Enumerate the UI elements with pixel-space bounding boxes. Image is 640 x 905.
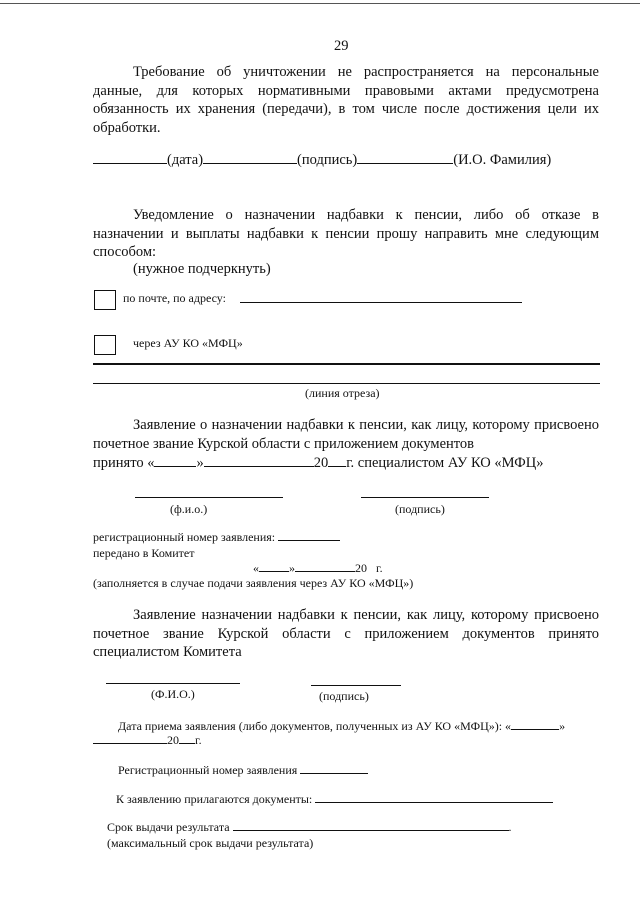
date-label: (дата) — [167, 152, 204, 168]
checkbox-post[interactable] — [94, 290, 116, 310]
address-blank[interactable] — [240, 302, 522, 303]
top-border-line — [0, 3, 640, 4]
cut-line-thick — [93, 363, 600, 365]
term-label: Срок выдачи результата — [107, 820, 230, 834]
signature-blank[interactable] — [203, 150, 297, 164]
transfer-month-blank[interactable] — [295, 561, 355, 572]
date-blank[interactable] — [93, 150, 167, 164]
signature-label-2: (подпись) — [395, 502, 445, 516]
registration-row — [93, 530, 340, 545]
accepted-prefix: принято « — [93, 455, 155, 471]
receipt-quote-close: » — [559, 719, 566, 733]
year-prefix: 20 — [313, 455, 329, 471]
signature-blank-2[interactable] — [361, 497, 489, 498]
receipt-date-row — [118, 719, 565, 734]
fio-blank[interactable] — [135, 497, 283, 498]
receipt-date-label: Дата приема заявления (либо документов, полученных из АУ КО «МФЦ»): « — [118, 719, 512, 733]
name-blank[interactable] — [357, 150, 453, 164]
paragraph-notification-method: Уведомление о назначении надбавки к пенсии, либо об отказе в назначении и выплаты надбавки к пенсии прошу направить мне следующим способом: — [93, 207, 599, 260]
registration-row-2 — [118, 763, 368, 778]
term-blank[interactable] — [233, 820, 509, 831]
cut-line-label: (линия отреза) — [305, 386, 380, 400]
receipt-month-blank[interactable] — [93, 733, 167, 744]
month-blank[interactable] — [204, 453, 314, 467]
term-row — [107, 820, 512, 835]
fio-blank-3[interactable] — [106, 683, 240, 684]
transfer-g: г. — [376, 561, 383, 575]
receipt-g: г. — [195, 733, 202, 747]
transfer-year: 20 — [355, 561, 367, 575]
receipt-year: 20 — [167, 733, 179, 747]
fill-note: (заполняется в случае подачи заявления через АУ КО «МФЦ») — [93, 576, 414, 590]
transfer-date-row — [253, 561, 383, 576]
signature-label-3: (подпись) — [319, 689, 369, 703]
cut-line-thin — [93, 383, 600, 384]
page-number: 29 — [334, 38, 349, 54]
option-mfc-label: через АУ КО «МФЦ» — [133, 336, 243, 350]
receipt-year-row — [93, 733, 202, 748]
fio-label: (ф.и.о.) — [170, 502, 208, 516]
signature-label: (подпись) — [297, 152, 358, 168]
transfer-quote-close: » — [289, 561, 295, 575]
registration-label-2: Регистрационный номер заявления — [118, 763, 298, 777]
transferred-label: передано в Комитет — [93, 546, 195, 560]
term-dot: . — [508, 820, 512, 834]
attached-label: К заявлению прилагаются документы: — [116, 792, 313, 806]
accepted-date-row — [93, 453, 544, 472]
transfer-day-blank[interactable] — [259, 561, 289, 572]
attached-blank[interactable] — [315, 792, 553, 803]
choose-note: (нужное подчеркнуть) — [133, 261, 271, 277]
name-label: (И.О. Фамилия) — [453, 152, 552, 168]
registration-blank[interactable] — [278, 530, 340, 541]
receipt-year-blank[interactable] — [179, 733, 195, 744]
day-blank[interactable] — [154, 453, 196, 467]
year-blank[interactable] — [328, 453, 346, 467]
option-post-label: по почте, по адресу: — [123, 291, 226, 305]
attached-row — [116, 792, 553, 807]
paragraph-destruction-requirement: Требование об уничтожении не распространяется на персональные данные, для которых нормативными правовыми актами предусмотрена обязанность их хранения (передачи), в том числе после достижения цели их обработки. — [93, 64, 599, 136]
paragraph-mfc-accepted: Заявление о назначении надбавки к пенсии, как лицу, которому присвоено почетное звание Курской области с приложением документов — [93, 417, 599, 452]
accepted-suffix: г. специалистом АУ КО «МФЦ» — [346, 455, 544, 471]
registration-label: регистрационный номер заявления: — [93, 530, 276, 544]
paragraph-committee-accepted: Заявление назначении надбавки к пенсии, как лицу, которому присвоено почетное звание Курской области с приложением документов принято специалистом Комитета — [93, 607, 599, 660]
quote-close: » — [196, 455, 204, 471]
registration-blank-2[interactable] — [300, 763, 368, 774]
term-note: (максимальный срок выдачи результата) — [107, 836, 314, 850]
checkbox-mfc[interactable] — [94, 335, 116, 355]
receipt-day-blank[interactable] — [511, 719, 559, 730]
transfer-quote-open: « — [253, 561, 259, 575]
fio-label-3: (Ф.И.О.) — [151, 687, 195, 701]
signature-blank-3[interactable] — [311, 685, 401, 686]
signature-row-1 — [93, 150, 551, 169]
